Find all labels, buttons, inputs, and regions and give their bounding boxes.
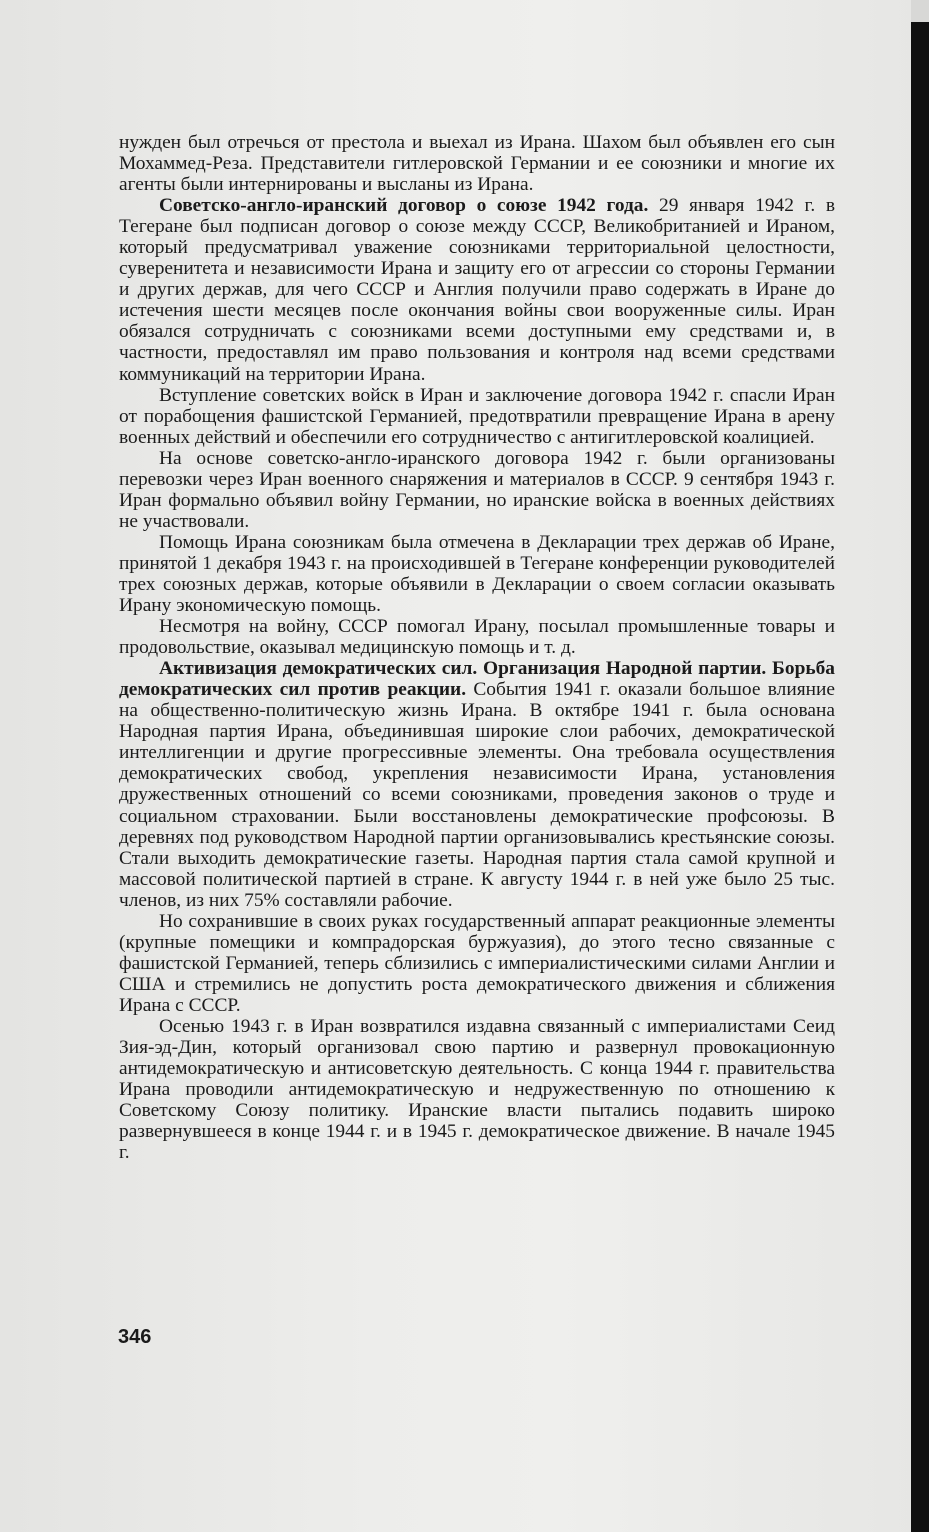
page-edge-top [911,0,929,22]
section-heading-treaty: Советско-англо-иранский договор о союзе 1942 года. [159,195,649,217]
paragraph-1 [119,132,835,195]
paragraph-2-text: 29 января 1942 г. в Тегеране был подписан договор о союзе между СССР, Великобританией и Ираном, который предусматривал уважение союзниками территориальной целостности, суверенитета и независимости Ирана и защиту его от агрессии со стороны Германии и других держав, для чего СССР и Англия получили право содержать в Иране до истечения шести месяцев после окончания войны свои вооруженные силы. Иран обязался сотрудничать с союзниками всеми доступными ему средствами и, в частности, предоставлял им право пользования и контроля над всеми средствами коммуникаций на территории Ирана. [119,195,835,385]
paragraph-6-text: Несмотря на войну, СССР помогал Ирану, посылал промышленные товары и продовольствие, оказывал медицинскую помощь и т. д. [119,616,835,659]
paragraph-6 [119,616,835,658]
page-number: 346 [118,1326,152,1348]
paragraph-7 [119,658,835,911]
paragraph-3 [119,385,835,448]
body-text [119,132,835,1163]
paragraph-2 [119,195,835,384]
paragraph-1-text: нужден был отречься от престола и выехал из Ирана. Шахом был объявлен его сын Мохаммед-Реза. Представители гитлеровской Германии и ее союзники и многие их агенты были интернированы и высланы из Ирана. [119,132,835,196]
paragraph-9 [119,1016,835,1163]
section-heading-democratic-forces: Активизация демократических сил. Организация Народной партии. Борьба демократических сил против реакции. [119,658,835,701]
paragraph-7-text: События 1941 г. оказали большое влияние на общественно-политическую жизнь Ирана. В октябре 1941 г. была основана Народная партия Ирана, объединившая широкие слои рабочих, демократической интеллигенции и другие прогрессивные элементы. Она требовала осуществления демократических свобод, укрепления независимости Ирана, установления дружественных отношений со всеми союзниками, проведения законов о труде и социальном страховании. Были восстановлены демократические профсоюзы. В деревнях под руководством Народной партии организовывались крестьянские союзы. Стали выходить демократические газеты. Народная партия стала самой крупной и массовой политической партией в стране. К августу 1944 г. в ней уже было 25 тыс. членов, из них 75% составляли рабочие. [119,679,835,911]
paragraph-3-text: Вступление советских войск в Иран и заключение договора 1942 г. спасли Иран от порабощения фашистской Германией, предотвратили превращение Ирана в арену военных действий и обеспечили его сотрудничество с антигитлеровской коалицией. [119,384,835,448]
paragraph-4-text: На основе советско-англо-иранского договора 1942 г. были организованы перевозки через Иран военного снаряжения и материалов в СССР. 9 сентября 1943 г. Иран формально объявил войну Германии, но иранские войска в военных действиях не участвовали. [119,447,835,532]
paragraph-8-text: Но сохранившие в своих руках государственный аппарат реакционные элементы (крупные помещики и компрадорская буржуазия), до этого тесно связанные с фашистской Германией, теперь сблизились с империалистическими силами Англии и США и стремились не допустить роста демократического движения и сближения Ирана с СССР. [119,910,835,1016]
paragraph-4 [119,448,835,532]
paragraph-9-text: Осенью 1943 г. в Иран возвратился издавна связанный с империалистами Сеид Зия-эд-Дин, который организовал свою партию и развернул провокационную антидемократическую и антисоветскую деятельность. С конца 1944 г. правительства Ирана проводили антидемократическую и недружественную по отношению к Советскому Союзу политику. Иранские власти пытались подавить широко развернувшееся в конце 1944 г. и в 1945 г. демократическое движение. В начале 1945 г. [119,1015,835,1164]
book-spine-shadow [911,22,929,1532]
paragraph-5-text: Помощь Ирана союзникам была отмечена в Декларации трех держав об Иране, принятой 1 декабря 1943 г. на происходившей в Тегеране конференции руководителей трех союзных держав, которые объявили в Декларации о своем согласии оказывать Ирану экономическую помощь. [119,531,835,617]
paragraph-5 [119,532,835,616]
paragraph-8 [119,911,835,1016]
